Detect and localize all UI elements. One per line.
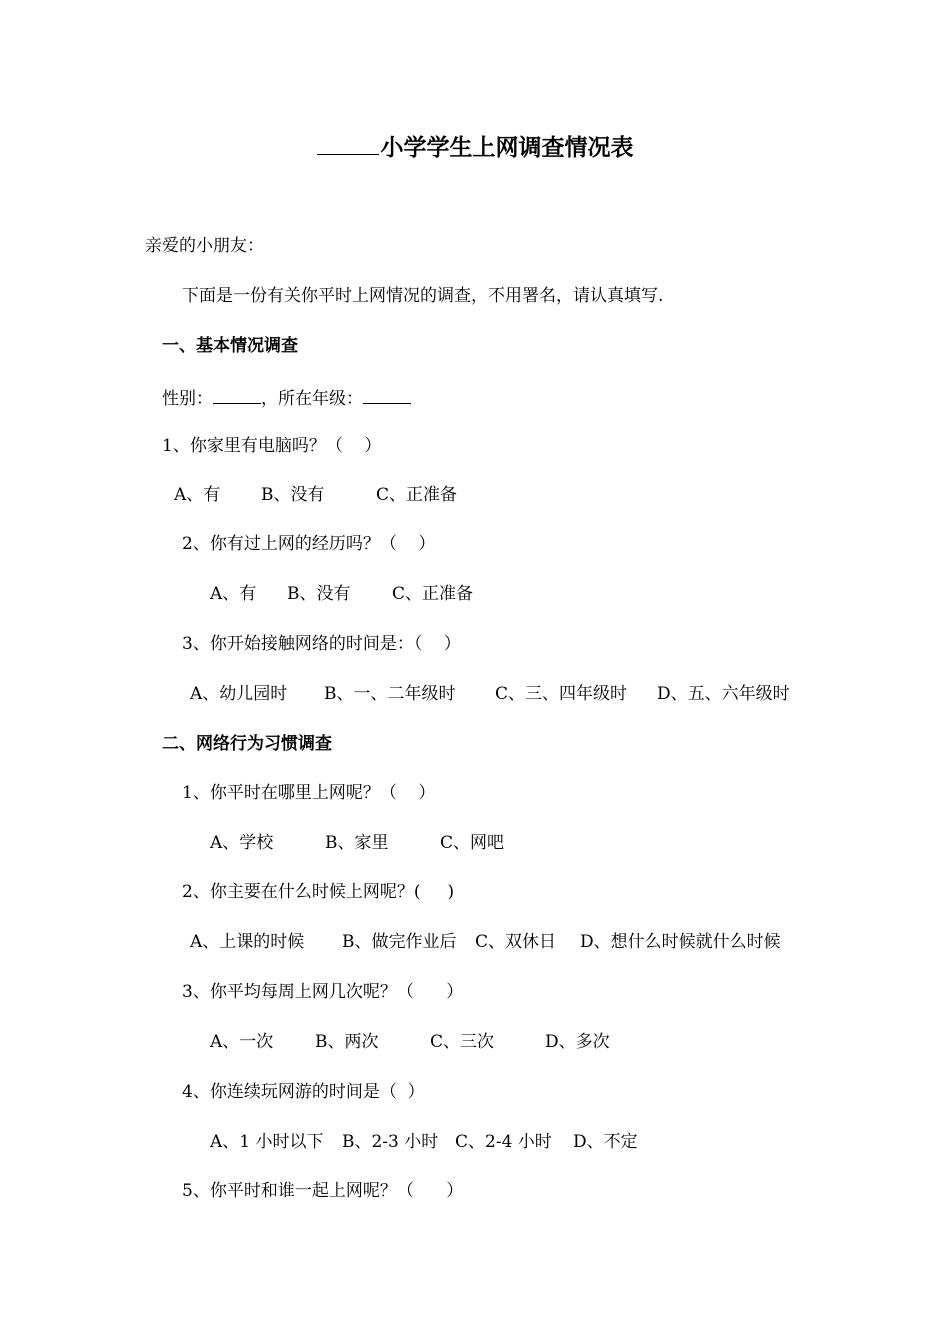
s2-q1-option-c[interactable]: C、网吧 [440, 833, 505, 853]
s1-q1-option-c[interactable]: C、正准备 [376, 485, 458, 505]
s1-q3-option-c[interactable]: C、三、四年级时 [495, 684, 628, 704]
gender-blank[interactable] [213, 385, 261, 404]
s2-q2-option-b[interactable]: B、做完作业后 [342, 932, 457, 952]
s1-q1-option-a[interactable]: A、有 [174, 485, 221, 505]
s2-q4-options [210, 1131, 638, 1153]
s2-question-5: 5、你平时和谁一起上网呢？（ ） [182, 1181, 464, 1201]
s2-question-4: 4、你连续玩网游的时间是（ ） [182, 1082, 425, 1102]
s2-q1-option-b[interactable]: B、家里 [325, 833, 389, 853]
s1-q3-options [190, 683, 790, 705]
gender-label: 性别： [162, 389, 213, 409]
s2-q2-option-a[interactable]: A、上课的时候 [190, 932, 305, 952]
school-name-blank[interactable] [317, 130, 379, 155]
s2-q1-options [210, 832, 504, 854]
s1-q1-options [174, 484, 457, 506]
s2-q3-option-b[interactable]: B、两次 [315, 1032, 379, 1052]
section1-heading: 一、基本情况调查 [162, 336, 298, 356]
s2-q4-option-c[interactable]: C、2-4 小时 [455, 1132, 552, 1152]
intro-text: 下面是一份有关你平时上网情况的调查，不用署名，请认真填写. [182, 286, 664, 306]
s2-q4-option-a[interactable]: A、1 小时以下 [210, 1132, 324, 1152]
s2-q3-option-d[interactable]: D、多次 [545, 1032, 610, 1052]
s1-q2-option-b[interactable]: B、没有 [287, 584, 351, 604]
s2-question-1: 1、你平时在哪里上网呢？（ ） [182, 783, 436, 803]
s1-q2-options [210, 583, 473, 605]
s1-q2-option-a[interactable]: A、有 [210, 584, 257, 604]
s2-q2-options [190, 931, 781, 953]
s1-question-1: 1、你家里有电脑吗？（ ） [162, 436, 382, 456]
s2-q3-option-a[interactable]: A、一次 [210, 1032, 274, 1052]
s2-q2-option-c[interactable]: C、双休日 [475, 932, 557, 952]
s2-q4-option-d[interactable]: D、不定 [573, 1132, 638, 1152]
gender-grade-row [162, 385, 411, 407]
s1-question-2: 2、你有过上网的经历吗？（ ） [182, 534, 436, 554]
document-title [0, 130, 950, 160]
s2-question-3: 3、你平均每周上网几次呢？（ ） [182, 982, 464, 1002]
s1-q3-option-d[interactable]: D、五、六年级时 [657, 684, 790, 704]
s2-q2-option-d[interactable]: D、想什么时候就什么时候 [580, 932, 781, 952]
grade-blank[interactable] [363, 385, 411, 404]
s1-question-3: 3、你开始接触网络的时间是：（ ） [182, 634, 461, 654]
s2-q1-option-a[interactable]: A、学校 [210, 833, 274, 853]
greeting: 亲爱的小朋友： [145, 236, 264, 256]
s2-q3-options [210, 1031, 610, 1053]
s2-q4-option-b[interactable]: B、2-3 小时 [342, 1132, 439, 1152]
s1-q1-option-b[interactable]: B、没有 [261, 485, 325, 505]
grade-label: ，所在年级： [261, 389, 363, 409]
s2-question-2: 2、你主要在什么时候上网呢？( ) [182, 882, 455, 902]
s1-q2-option-c[interactable]: C、正准备 [392, 584, 474, 604]
title-text: 小学学生上网调查情况表 [380, 135, 634, 161]
s1-q3-option-b[interactable]: B、一、二年级时 [324, 684, 456, 704]
s2-q3-option-c[interactable]: C、三次 [430, 1032, 495, 1052]
s1-q3-option-a[interactable]: A、幼儿园时 [190, 684, 288, 704]
section2-heading: 二、网络行为习惯调查 [162, 734, 332, 754]
